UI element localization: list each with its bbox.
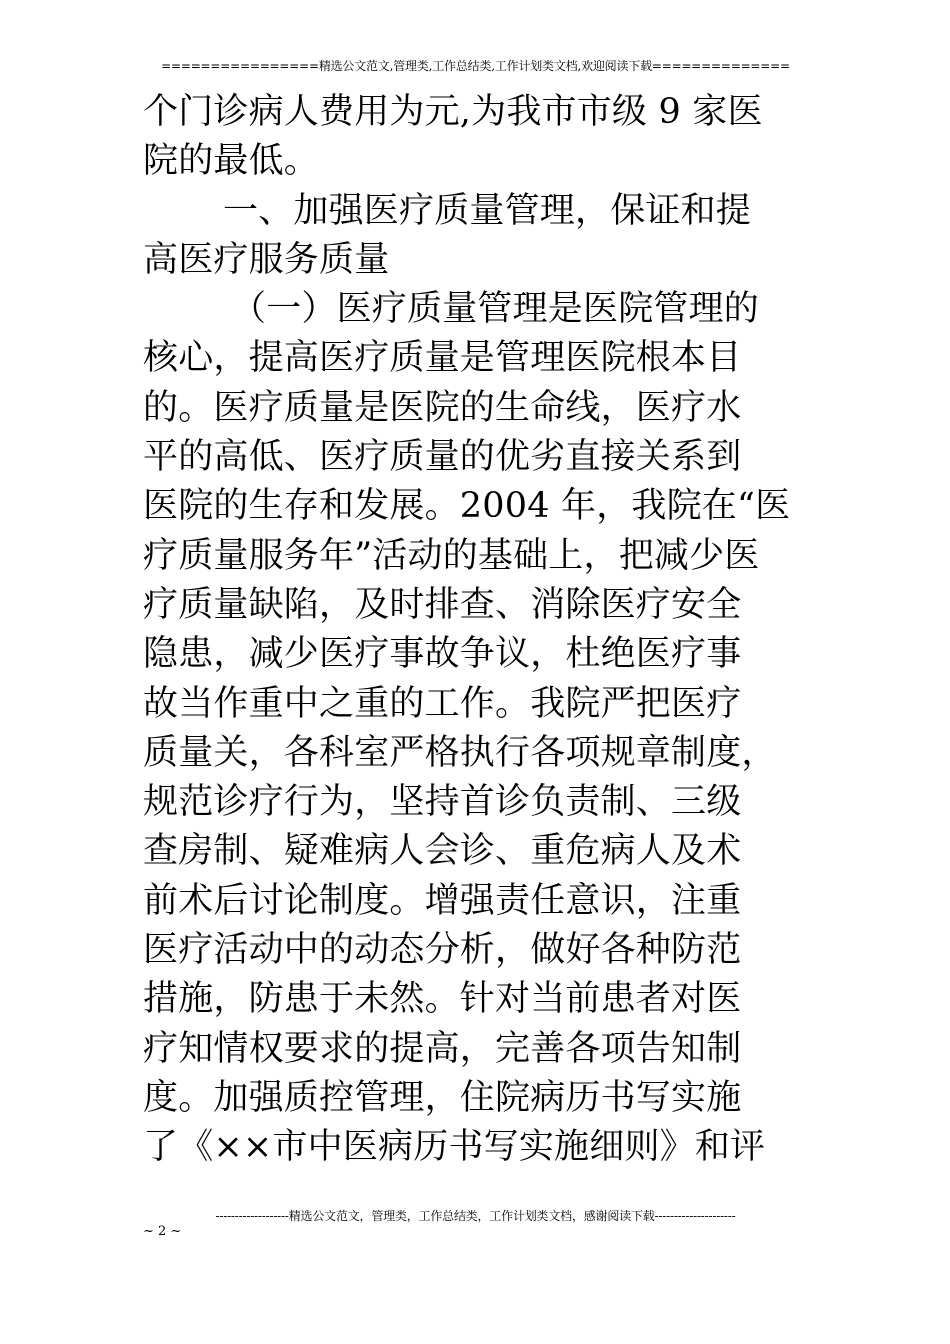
text-line: 前术后讨论制度。增强责任意识，注重: [143, 880, 742, 921]
text-line: 隐患，减少医疗事故争议，杜绝医疗事: [143, 634, 742, 675]
text-line: 医院的生存和发展。2004 年，我院在“医: [143, 486, 791, 527]
text-line: 查房制、疑难病人会诊、重危病人及术: [143, 831, 742, 872]
text-line: 个门诊病人费用为元,为我市市级 9 家医: [143, 92, 763, 132]
text-line: 措施，防患于未然。针对当前患者对医: [143, 979, 742, 1020]
text-line: 疗知情权要求的提高，完善各项告知制: [143, 1028, 742, 1069]
subsection-start: （一）医疗质量管理是医院管理的: [231, 289, 760, 330]
section-heading: 一、加强医疗质量管理，保证和提: [223, 190, 752, 231]
text-line: 度。加强质控管理，住院病历书写实施: [143, 1077, 742, 1118]
text-line: 平的高低、医疗质量的优劣直接关系到: [143, 437, 742, 478]
body-text: [143, 88, 808, 1173]
text-line: 的。医疗质量是医院的生命线，医疗水: [143, 387, 742, 428]
page-footer: -------------------精选公文范文，管理类，工作总结类，工作计划类文档，感谢阅读下载---------------------: [215, 1209, 736, 1223]
section-heading-cont: 高医疗服务质量: [143, 239, 390, 280]
text-line: 质量关，各科室严格执行各项规章制度，: [143, 732, 777, 773]
text-line: 疗质量缺陷，及时排查、消除医疗安全: [143, 584, 742, 625]
text-line: 院的最低。: [143, 141, 320, 182]
text-line: 疗质量服务年”活动的基础上，把减少医: [143, 535, 760, 576]
text-line: 了《××市中医病历书写实施细则》和评: [143, 1127, 766, 1168]
page-number: ~ 2 ~: [143, 1224, 182, 1239]
text-line: 核心，提高医疗质量是管理医院根本目: [143, 338, 742, 379]
text-line: 医疗活动中的动态分析，做好各种防范: [143, 930, 742, 971]
text-line: 故当作重中之重的工作。我院严把医疗: [143, 683, 742, 724]
page-header: ================精选公文范文,管理类,工作总结类,工作计划类文档,欢迎阅读下载==============: [161, 59, 790, 73]
text-line: 规范诊疗行为，坚持首诊负责制、三级: [143, 782, 742, 823]
